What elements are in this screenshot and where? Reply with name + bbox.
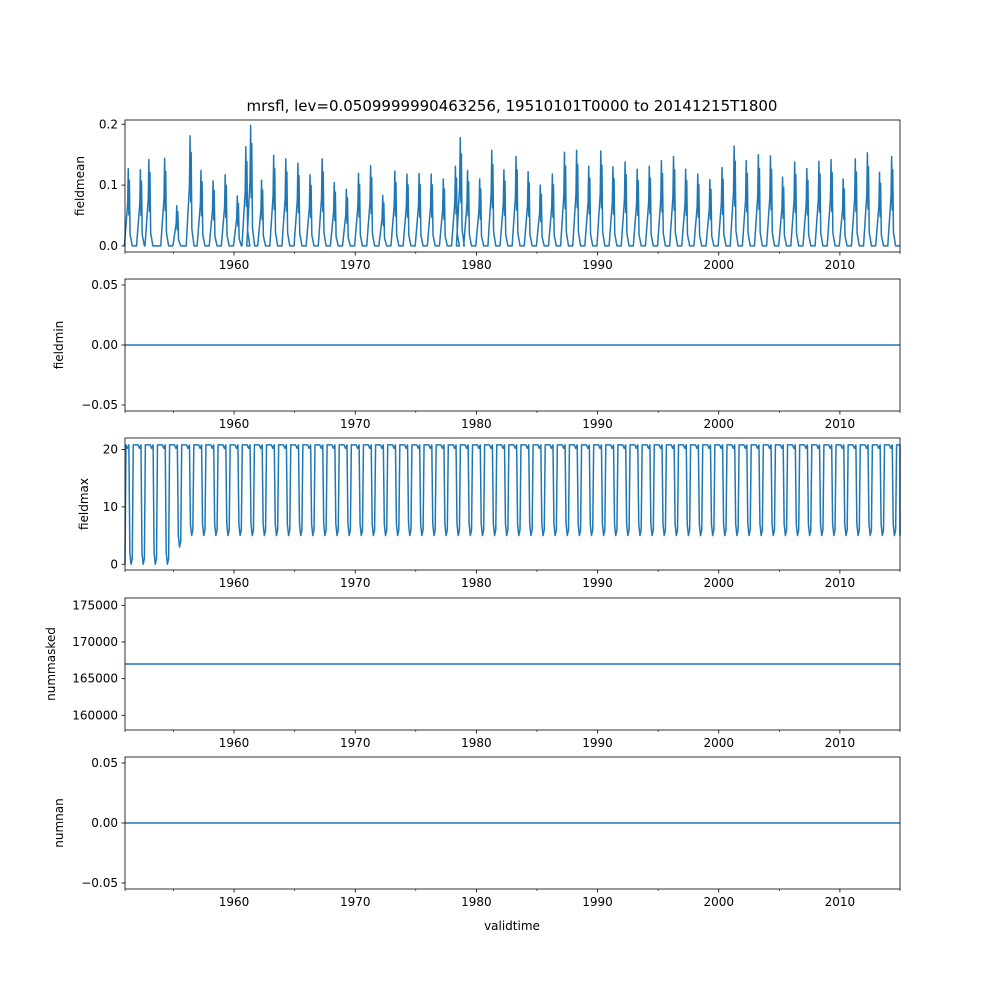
nummasked-x-tick-label: 2000 (703, 736, 735, 750)
fieldmax-x-tick-label: 2010 (824, 576, 856, 590)
panel-nummasked (44, 598, 900, 750)
panel-numnan (52, 756, 900, 909)
nummasked-x-tick-label: 1970 (339, 736, 371, 750)
fieldmean-series-line (124, 125, 900, 245)
fieldmin-y-tick-label: −0.05 (81, 398, 118, 412)
fieldmax-x-tick-label: 2000 (703, 576, 735, 590)
fieldmin-x-tick-label: 1980 (461, 417, 492, 431)
numnan-x-tick-label: 2010 (824, 895, 856, 909)
nummasked-y-tick-label: 160000 (72, 708, 118, 723)
numnan-y-tick-label: −0.05 (81, 876, 118, 890)
fieldmax-x-tick-label: 1960 (218, 576, 250, 590)
fieldmin-y-tick-label: 0.05 (91, 278, 118, 292)
nummasked-x-tick-label: 1960 (218, 736, 250, 750)
nummasked-x-tick-label: 1980 (461, 736, 492, 750)
numnan-x-tick-label: 1960 (218, 895, 250, 909)
fieldmax-y-tick-label: 10 (102, 499, 118, 514)
fieldmin-x-tick-label: 2000 (703, 417, 735, 431)
fieldmin-x-tick-label: 1970 (339, 417, 371, 431)
nummasked-x-tick-label: 2010 (824, 736, 856, 750)
fieldmean-y-axis-label: fieldmean (73, 156, 87, 216)
fieldmin-x-tick-label: 2010 (824, 417, 856, 431)
numnan-x-tick-label: 2000 (703, 895, 735, 909)
nummasked-x-tick-label: 1990 (582, 736, 613, 750)
fieldmin-y-axis-label: fieldmin (52, 320, 66, 370)
chart-title: mrsfl, lev=0.0509999990463256, 19510101T0000 to 20141215T1800 (246, 97, 778, 115)
x-axis-label: validtime (484, 919, 540, 933)
nummasked-y-tick-label: 170000 (72, 635, 118, 649)
fieldmean-y-tick-label: 0.2 (98, 117, 118, 132)
fieldmax-y-tick-label: 0 (110, 557, 118, 572)
fieldmean-x-tick-label: 1970 (339, 258, 371, 272)
fieldmax-y-axis-label: fieldmax (77, 477, 91, 531)
fieldmax-x-tick-label: 1980 (461, 576, 492, 590)
fieldmin-y-tick-label: 0.00 (91, 338, 118, 352)
fieldmax-y-tick-label: 20 (102, 442, 118, 457)
numnan-y-tick-label: 0.05 (91, 756, 118, 770)
panel-fieldmean (73, 117, 900, 272)
fieldmean-x-tick-label: 1960 (218, 258, 250, 272)
fieldmean-y-tick-label: 0.1 (98, 178, 118, 193)
fieldmean-x-tick-label: 2000 (703, 258, 735, 272)
fieldmean-x-tick-label: 1990 (582, 258, 613, 272)
panel-fieldmin (52, 278, 900, 431)
fieldmean-x-tick-label: 1980 (461, 258, 492, 272)
nummasked-y-axis-label: nummasked (44, 627, 58, 701)
fieldmean-y-tick-label: 0.0 (98, 238, 118, 253)
fieldmax-series-line (125, 445, 900, 564)
nummasked-y-tick-label: 175000 (72, 598, 118, 613)
fieldmax-x-tick-label: 1970 (339, 576, 371, 590)
panel-fieldmax (77, 438, 900, 590)
nummasked-y-tick-label: 165000 (72, 671, 118, 686)
numnan-x-tick-label: 1970 (339, 895, 371, 909)
fieldmax-x-tick-label: 1990 (582, 576, 613, 590)
fieldmean-x-tick-label: 2010 (824, 258, 856, 272)
numnan-y-tick-label: 0.00 (91, 816, 118, 830)
numnan-y-axis-label: numnan (52, 798, 66, 848)
numnan-x-tick-label: 1980 (461, 895, 492, 909)
fieldmin-x-tick-label: 1960 (218, 417, 250, 431)
numnan-x-tick-label: 1990 (582, 895, 613, 909)
fieldmin-x-tick-label: 1990 (582, 417, 613, 431)
